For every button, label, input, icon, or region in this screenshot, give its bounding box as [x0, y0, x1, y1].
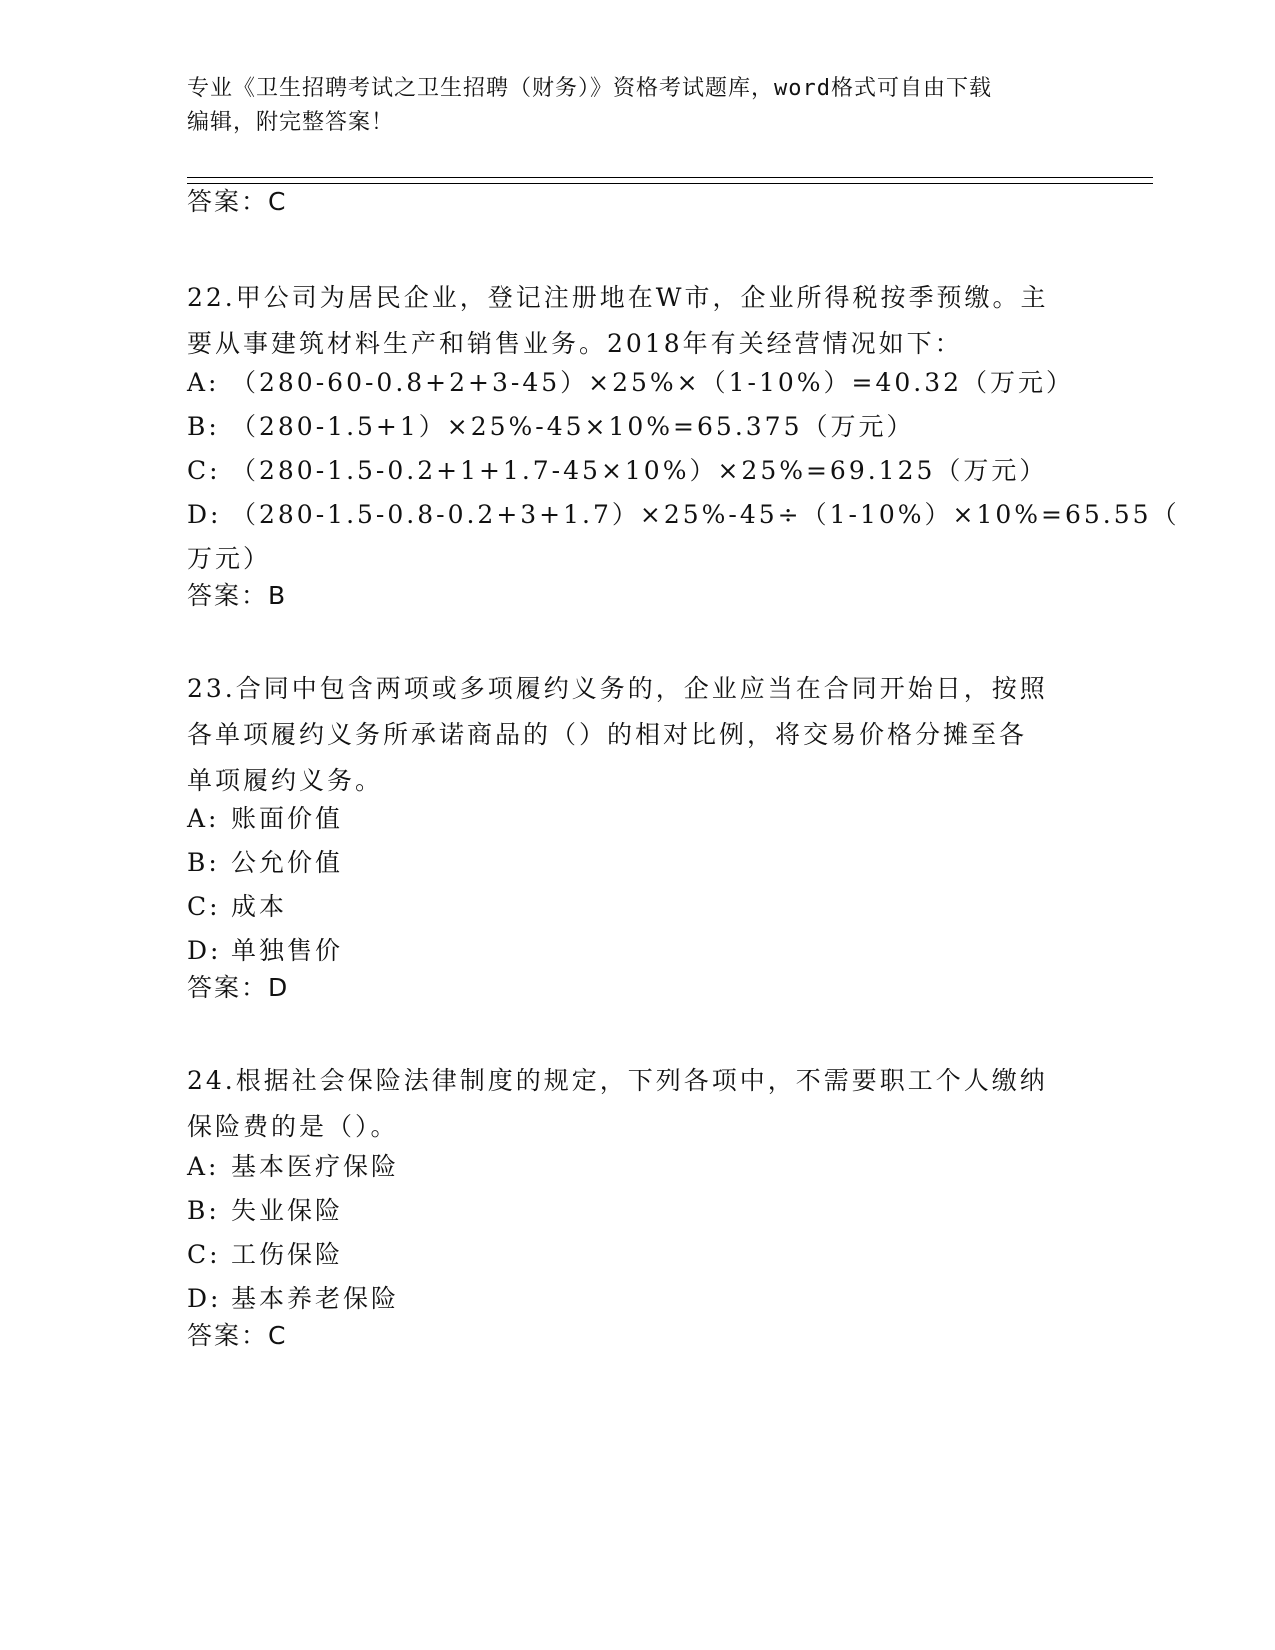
- question-line: 24.根据社会保险法律制度的规定，下列各项中，不需要职工个人缴纳: [187, 1066, 1048, 1095]
- option-letter: D:: [187, 936, 222, 965]
- question-22-option-d-continuation: 万元）: [187, 544, 272, 573]
- previous-answer: 答案：C: [187, 187, 288, 216]
- header-line-1: 专业《卫生招聘考试之卫生招聘（财务）》资格考试题库，word格式可自由下载: [187, 76, 992, 101]
- question-24-option-b: [187, 1188, 1077, 1234]
- option-text: 公允价值: [231, 848, 344, 877]
- question-24-answer: 答案：C: [187, 1321, 288, 1350]
- question-22-option-c: [187, 448, 1077, 494]
- option-letter: C:: [187, 1240, 221, 1269]
- option-text: 账面价值: [231, 804, 344, 833]
- question-22-stem: [187, 275, 1077, 367]
- question-line: 22.甲公司为居民企业，登记注册地在W市，企业所得税按季预缴。主: [187, 283, 1049, 312]
- option-letter: B:: [187, 1196, 220, 1225]
- question-23-option-b: [187, 840, 1077, 886]
- question-23-answer: 答案：D: [187, 973, 290, 1002]
- question-line: 要从事建筑材料生产和销售业务。2018年有关经营情况如下：: [187, 329, 963, 358]
- option-letter: A:: [187, 1152, 220, 1181]
- option-text: （280-1.5-0.8-0.2+3+1.7）×25%-45÷（1-10%）×10%=65.55（: [231, 500, 1180, 529]
- question-line: 保险费的是（）。: [187, 1112, 399, 1141]
- option-text: 基本医疗保险: [231, 1152, 400, 1181]
- document-header: [187, 72, 1067, 140]
- option-text: （280-1.5+1）×25%-45×10%=65.375（万元）: [231, 412, 915, 441]
- option-text: 单独售价: [231, 936, 344, 965]
- question-23-stem: [187, 666, 1077, 804]
- option-letter: A:: [187, 368, 220, 397]
- question-24-option-d: [187, 1276, 1077, 1322]
- question-24-stem: [187, 1058, 1077, 1150]
- question-22-option-d: [187, 492, 1180, 538]
- question-24-option-a: [187, 1144, 1077, 1190]
- question-22-answer: 答案：B: [187, 581, 288, 610]
- option-text: 工伤保险: [231, 1240, 344, 1269]
- question-22-option-b: [187, 404, 1077, 450]
- question-23-option-c: [187, 884, 1077, 930]
- option-letter: B:: [187, 848, 220, 877]
- question-line: 单项履约义务。: [187, 766, 384, 795]
- option-text: （280-60-0.8+2+3-45）×25%×（1-10%）=40.32（万元）: [231, 368, 1075, 397]
- question-24-option-c: [187, 1232, 1077, 1278]
- question-23-option-d: [187, 928, 1077, 974]
- question-23-option-a: [187, 796, 1077, 842]
- option-letter: C:: [187, 892, 221, 921]
- header-divider-top: [187, 177, 1153, 178]
- option-letter: C:: [187, 456, 221, 485]
- option-text: 基本养老保险: [231, 1284, 400, 1313]
- option-letter: B:: [187, 412, 220, 441]
- question-line: 23.合同中包含两项或多项履约义务的，企业应当在合同开始日，按照: [187, 674, 1048, 703]
- question-line: 各单项履约义务所承诺商品的（）的相对比例，将交易价格分摊至各: [187, 720, 1028, 749]
- option-letter: D:: [187, 1284, 222, 1313]
- question-22-option-a: [187, 360, 1077, 406]
- option-letter: A:: [187, 804, 220, 833]
- header-line-2: 编辑，附完整答案！: [187, 110, 395, 135]
- header-divider-bottom: [187, 183, 1153, 184]
- option-text: （280-1.5-0.2+1+1.7-45×10%）×25%=69.125（万元）: [231, 456, 1048, 485]
- option-text: 成本: [231, 892, 288, 921]
- option-text: 失业保险: [231, 1196, 344, 1225]
- option-letter: D:: [187, 500, 222, 529]
